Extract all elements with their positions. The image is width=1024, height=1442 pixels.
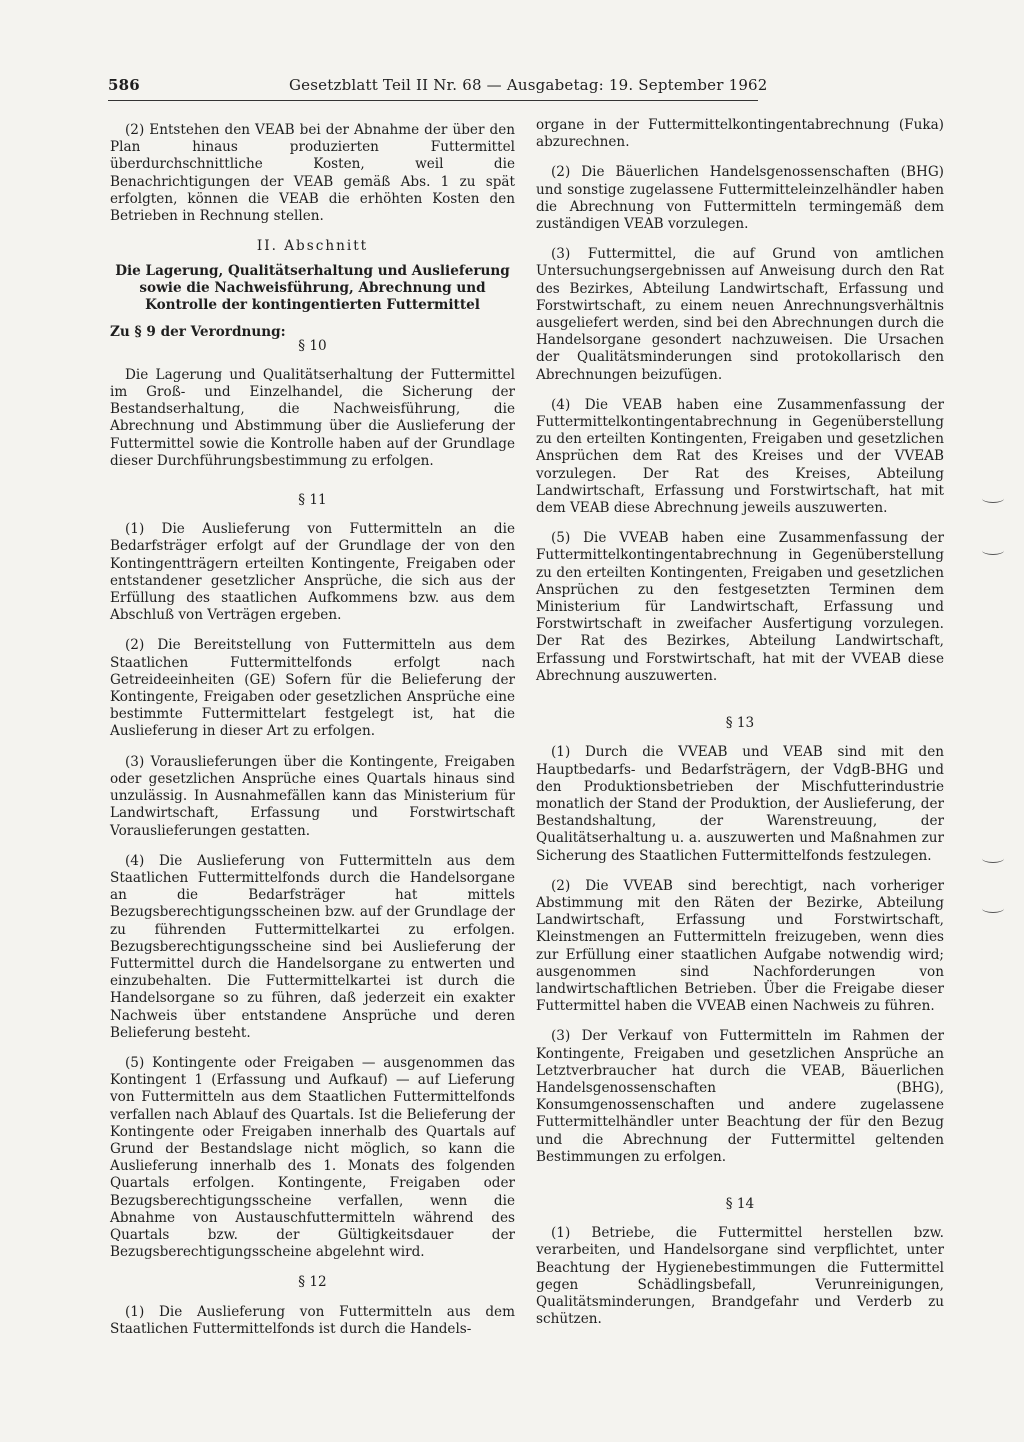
paragraph-sign-12: § 12 bbox=[298, 1274, 327, 1291]
paragraph-13-3: (3) Der Verkauf von Futtermitteln im Rahmen der Kontingente, Freigaben und gesetzlichen Ansprüche an Letztverbraucher hat durch die VEAB, Bäuerlichen Handelsgenossenschaften (BHG), Konsumgenossenschaften und andere zugelassene Futtermittelhändler unter Beachtung der für den Bezug und die Abrechnung der Futtermittel geltenden Bestimmungen zu erfolgen. bbox=[536, 1028, 944, 1165]
paragraph-sign-10: § 10 bbox=[298, 337, 327, 354]
paragraph-11-4: (4) Die Auslieferung von Futtermitteln aus dem Staatlichen Futtermittelfonds durch die Handelsorgane an die Bedarfsträger hat mittels Bezugsberechtigungsscheinen bzw. auf der Grundlage der zu führenden Futtermittelkartei zu erfolgen. Bezugsberechtigungsscheine sind bei Auslieferung der Futtermittel durch die Handelsorgane zu entwerten und einzubehalten. Die Futtermittelkartei ist durch die Handelsorgane so zu führen, daß jederzeit ein exakter Nachweis über entstandene Ansprüche und deren Belieferung besteht. bbox=[110, 852, 515, 1041]
paragraph-11-1: (1) Die Auslieferung von Futtermitteln an die Bedarfsträger erfolgt auf der Grundlage der von den Kontingentträgern erteilten Kontingente, Freigaben oder entstandener gesetzlicher Ansprüche, die sich aus der Erfüllung des staatlichen Aufkommens bzw. aus dem Abschluß von Verträgen ergeben. bbox=[110, 521, 515, 624]
paragraph-13-1: (1) Durch die VVEAB und VEAB sind mit den Hauptbedarfs- und Bedarfsträgern, der VdgB-BHG und den Produktionsbetrieben der Mischfutterindustrie monatlich der Stand der Produktion, der Auslieferung, der Bestandshaltung, der Warenstreuung, der Qualitätserhaltung u. a. auszuwerten und Maßnahmen zur Sicherung des Staatlichen Futtermittelfonds festzulegen. bbox=[536, 744, 944, 864]
paragraph-12-2: (2) Die Bäuerlichen Handelsgenossenschaften (BHG) und sonstige zugelassene Futtermitteleinzelhändler haben die Abrechnung von Futtermitteln termingemäß dem zuständigen VEAB vorzulegen. bbox=[536, 164, 944, 233]
paragraph-12-3: (3) Futtermittel, die auf Grund von amtlichen Untersuchungsergebnissen auf Anweisung durch den Rat des Bezirkes, Abteilung Landwirtschaft, Erfassung und Forstwirtschaft, zu einem neuen Anrechnungsverhältnis ausgeliefert werden, sind bei den Abrechnungen durch die Handelsorgane gesondert nachzuweisen. Die Ursachen der Qualitätsminderungen sind protokollarisch den Abrechnungen beizufügen. bbox=[536, 246, 944, 383]
paragraph-12-5: (5) Die VVEAB haben eine Zusammenfassung der Futtermittelkontingentabrechnung in Gegenüberstellung zu den erteilten Kontingenten, Freigaben und gesetzlichen Ansprüchen zu den festgesetzten Terminen dem Ministerium für Landwirtschaft, Erfassung und Forstwirtschaft in zweifacher Ausfertigung vorzulegen. Der Rat des Bezirkes, Abteilung Landwirtschaft, Erfassung und Forstwirtschaft, hat mit der VVEAB diese Abrechnung auszuwerten. bbox=[536, 530, 944, 684]
margin-mark bbox=[982, 854, 1004, 863]
paragraph-11-2: (2) Die Bereitstellung von Futtermitteln aus dem Staatlichen Futtermittelfonds erfolgt nach Getreideeinheiten (GE) Sofern für die Belieferung der Kontingente, Freigaben oder gesetzlichen Ansprüche eine bestimmte Futtermittelart festgelegt ist, hat die Auslieferung in dieser Art zu erfolgen. bbox=[110, 637, 515, 740]
paragraph-13-2: (2) Die VVEAB sind berechtigt, nach vorheriger Abstimmung mit den Räten der Bezirke, Abteilung Landwirtschaft, Erfassung und Forstwirtschaft, Kleinstmengen an Futtermitteln freizugeben, wenn dies zur Erfüllung einer staatlichen Aufgabe notwendig wird; ausgenommen sind Nachforderungen von landwirtschaftlichen Betrieben. Über die Freigabe dieser Futtermittel haben die VVEAB einen Nachweis zu führen. bbox=[536, 877, 944, 1015]
paragraph-11-5: (5) Kontingente oder Freigaben — ausgenommen das Kontingent 1 (Erfassung und Aufkauf) — auf Lieferung von Futtermitteln aus dem Staatlichen Futtermittelfonds verfallen nach Ablauf des Quartals. Ist die Belieferung der Kontingente oder Freigaben innerhalb des Quartals auf Grund der Bestandslage nicht möglich, so kann die Auslieferung innerhalb des 1. Monats des folgenden Quartals erfolgen. Kontingente, Freigaben oder Bezugsberechtigungsscheine verfallen, wenn die Abnahme von Austauschfuttermitteln während des Quartals bzw. der Gültigkeitsdauer der Bezugsberechtigungsscheine abgelehnt wird. bbox=[110, 1054, 515, 1261]
paragraph-sign-11: § 11 bbox=[298, 492, 327, 509]
page-header bbox=[108, 76, 768, 98]
paragraph-14-1: (1) Betriebe, die Futtermittel herstellen bzw. verarbeiten, und Handelsorgane sind verpflichtet, unter Beachtung der Hygienebestimmungen die Futtermittel gegen Schädlingsbefall, Verunreinigungen, Qualitätsminderungen, Brandgefahr und Verderb zu schützen. bbox=[536, 1225, 944, 1328]
right-column bbox=[536, 117, 944, 1341]
paragraph-12-1: (1) Die Auslieferung von Futtermitteln aus dem Staatlichen Futtermittelfonds ist durch die Handels- bbox=[110, 1303, 515, 1337]
header-rule bbox=[108, 100, 758, 101]
header-title: Gesetzblatt Teil II Nr. 68 — Ausgabetag: 19. September 1962 bbox=[289, 76, 768, 94]
left-column bbox=[110, 122, 515, 1338]
reference-heading: Zu § 9 der Verordnung: bbox=[110, 324, 286, 341]
section-title: II. Abschnitt bbox=[256, 238, 369, 255]
paragraph-abs2: (2) Entstehen den VEAB bei der Abnahme der über den Plan hinaus produzierten Futtermittel überdurchschnittliche Kosten, weil die Benachrichtigungen der VEAB gemäß Abs. 1 zu spät erfolgten, können die VEAB die erhöhten Kosten den Betrieben in Rechnung stellen. bbox=[110, 122, 515, 225]
paragraph-10: Die Lagerung und Qualitätserhaltung der Futtermittel im Groß- und Einzelhandel, die Sicherung der Bestandserhaltung, die Nachweisführung, die Abrechnung und Abstimmung über die Auslieferung der Futtermittel sowie die Kontrolle haben auf der Grundlage dieser Durchführungsbestimmung zu erfolgen. bbox=[110, 366, 515, 469]
page-number: 586 bbox=[108, 76, 140, 94]
paragraph-sign-14: § 14 bbox=[725, 1195, 755, 1212]
margin-mark bbox=[982, 904, 1004, 913]
paragraph-12-4: (4) Die VEAB haben eine Zusammenfassung der Futtermittelkontingentabrechnung in Gegenüberstellung zu den erteilten Kontingenten, Freigaben und gesetzlichen Ansprüchen dem Rat des Kreises und der VVEAB vorzulegen. Der Rat des Kreises, Abteilung Landwirtschaft, Erfassung und Forstwirtschaft, hat mit dem VEAB diese Abrechnung jeweils auszuwerten. bbox=[536, 396, 944, 517]
paragraph-11-3: (3) Vorauslieferungen über die Kontingente, Freigaben oder gesetzlichen Ansprüche eines Quartals hinaus sind unzulässig. In Ausnahmefällen kann das Ministerium für Landwirtschaft, Erfassung und Forstwirtschaft Vorauslieferungen gestatten. bbox=[110, 753, 515, 839]
margin-mark bbox=[982, 546, 1004, 555]
margin-mark bbox=[982, 494, 1004, 503]
paragraph-sign-13: § 13 bbox=[725, 715, 755, 732]
section-heading: Die Lagerung, Qualitätserhaltung und Auslieferung sowie die Nachweisführung, Abrechnung und Kontrolle der kontingentierten Futtermittel bbox=[115, 263, 510, 314]
paragraph-12-1-continued: organe in der Futtermittelkontingentabrechnung (Fuka) abzurechnen. bbox=[536, 117, 944, 151]
